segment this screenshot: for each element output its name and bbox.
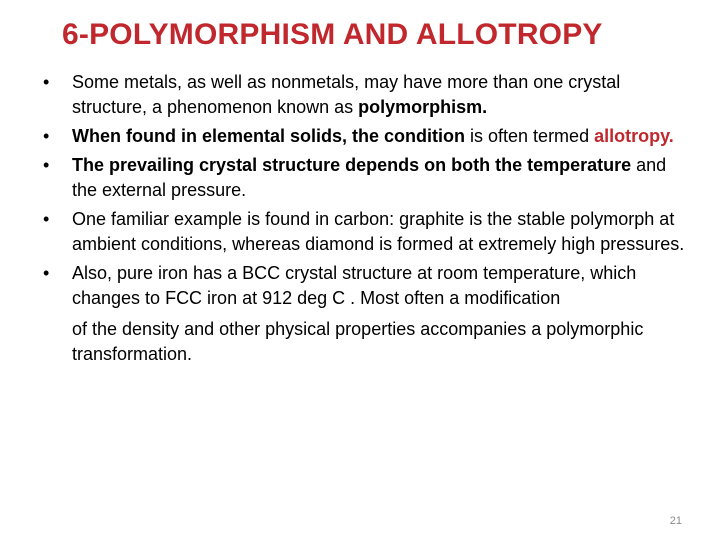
term-allotropy: allotropy.: [594, 126, 674, 146]
item-text-bold: The prevailing crystal structure depends on both the temperature: [72, 155, 632, 175]
bullet-icon: •: [43, 263, 50, 283]
bullet-icon: •: [43, 126, 50, 146]
continuation-text: of the density and other physical properties accompanies a polymorphic transformation.: [72, 319, 644, 364]
list-item: [42, 70, 692, 120]
item-text: Also, pure iron has a BCC crystal structure at room temperature, which changes to FCC iron at 912 deg C . Most often a modification: [72, 263, 637, 308]
page-number: 21: [669, 515, 682, 527]
item-text: and the external pressure.: [72, 155, 667, 200]
list-item: [42, 124, 692, 149]
slide-title: 6-POLYMORPHISM AND ALLOTROPY: [62, 18, 603, 51]
item-text: Some metals, as well as nonmetals, may have more than one crystal structure, a phenomenon known as: [72, 72, 621, 117]
list-item: [42, 153, 692, 203]
list-item: [42, 207, 692, 257]
item-text: is often termed: [465, 126, 595, 146]
item-text: One familiar example is found in carbon: graphite is the stable polymorph at ambient conditions, whereas diamond is formed at extremely high pressures.: [72, 209, 685, 254]
bullet-list: [42, 70, 692, 367]
item-text-bold: When found in elemental solids, the condition: [72, 126, 466, 146]
bullet-icon: •: [43, 155, 50, 175]
list-item: [42, 261, 692, 311]
bullet-icon: •: [43, 72, 50, 92]
term-polymorphism: polymorphism.: [358, 97, 488, 117]
bullet-icon: •: [43, 209, 50, 229]
